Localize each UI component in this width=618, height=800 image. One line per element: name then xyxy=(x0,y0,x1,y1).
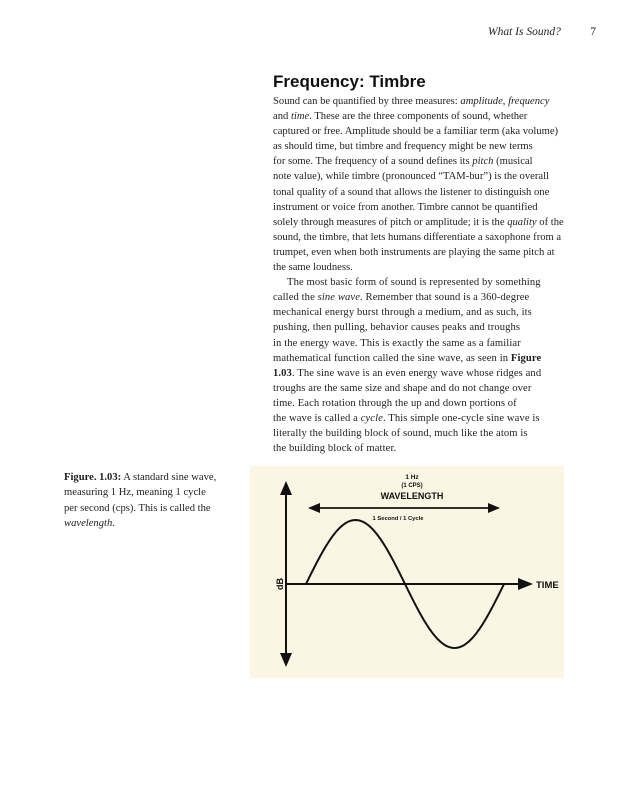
section-heading: Frequency: Timbre xyxy=(273,72,426,91)
y-axis-arrow-up xyxy=(280,481,292,495)
text-line: 1.03. The sine wave is an even energy wave whose ridges and xyxy=(273,367,542,379)
text-line: tonal quality of a sound that allows the listener to distinguish one xyxy=(273,186,550,198)
body-text xyxy=(273,94,565,456)
cycle-label: 1 Second / 1 Cycle xyxy=(372,516,424,522)
x-axis-arrow xyxy=(518,578,533,590)
hz-label: 1 Hz xyxy=(405,474,419,481)
text-line: sound, the timbre, that lets humans differentiate a saxophone from a xyxy=(273,231,562,243)
caption-first-line: A standard sine wave, xyxy=(121,472,217,483)
text-line: pushing, then pulling, behavior causes peaks and troughs xyxy=(273,322,521,334)
text-line: The most basic form of sound is represented by something xyxy=(287,277,541,289)
sine-wave-figure xyxy=(250,466,564,678)
text-line: time. Each rotation through the up and down portions of xyxy=(273,397,517,409)
text-line: captured or free. Amplitude should be a familiar term (aka volume) xyxy=(273,126,559,138)
caption-line: per second (cps). This is called the xyxy=(64,502,211,514)
y-axis-arrow-down xyxy=(280,653,292,667)
text-line: literally the building block of sound, much like the atom is xyxy=(273,428,528,440)
text-line: the same loudness. xyxy=(273,262,353,274)
text-line: called the sine wave. Remember that sound is a 360-degree xyxy=(273,292,530,304)
x-axis-label: TIME xyxy=(536,580,559,591)
text-line: Sound can be quantified by three measures: amplitude, frequency xyxy=(273,96,550,107)
text-line: the building block of matter. xyxy=(273,443,397,455)
text-line: and time. These are the three components of sound, whether xyxy=(273,111,528,123)
text-line: solely through measures of pitch or amplitude; it is the quality of the xyxy=(273,216,564,228)
running-head xyxy=(440,26,600,42)
caption-line: measuring 1 Hz, meaning 1 cycle xyxy=(64,487,206,499)
text-line: in the energy wave. This is exactly the same as a familiar xyxy=(273,337,521,349)
text-line: troughs are the same size and shape and do not change over xyxy=(273,382,532,394)
text-line: instrument or voice from another. Timbre cannot be quantified xyxy=(273,201,538,213)
text-line: as should time, but timbre and frequency might be new terms xyxy=(273,141,533,153)
caption-line xyxy=(64,470,244,485)
text-line: the wave is called a cycle. This simple one-cycle sine wave is xyxy=(273,412,540,424)
text-line: trumpet, even when both instruments are playing the same pitch at xyxy=(273,246,555,258)
text-line: note value), while timbre (pronounced “TAM-bur”) is the overall xyxy=(273,171,549,183)
paragraph-2 xyxy=(273,275,565,456)
running-head-title: What Is Sound? xyxy=(488,26,561,38)
page-number: 7 xyxy=(590,26,596,38)
paragraph-1 xyxy=(273,94,565,275)
wavelength-arrow-left xyxy=(308,503,320,513)
cps-label: (1 CPS) xyxy=(401,483,423,489)
text-line: mathematical function called the sine wave, as seen in Figure xyxy=(273,352,542,364)
caption-label: Figure. 1.03: xyxy=(64,472,122,483)
y-axis-label: dB xyxy=(275,578,285,590)
figure-caption xyxy=(64,470,244,532)
text-line: for some. The frequency of a sound defines its pitch (musical xyxy=(273,156,533,168)
wavelength-arrow-right xyxy=(488,503,500,513)
text-line: mechanical energy burst through a medium, and as such, its xyxy=(273,307,532,319)
caption-line: wavelength. xyxy=(64,518,115,530)
wavelength-label: WAVELENGTH xyxy=(380,491,444,501)
sine-wave-diagram xyxy=(250,466,564,678)
